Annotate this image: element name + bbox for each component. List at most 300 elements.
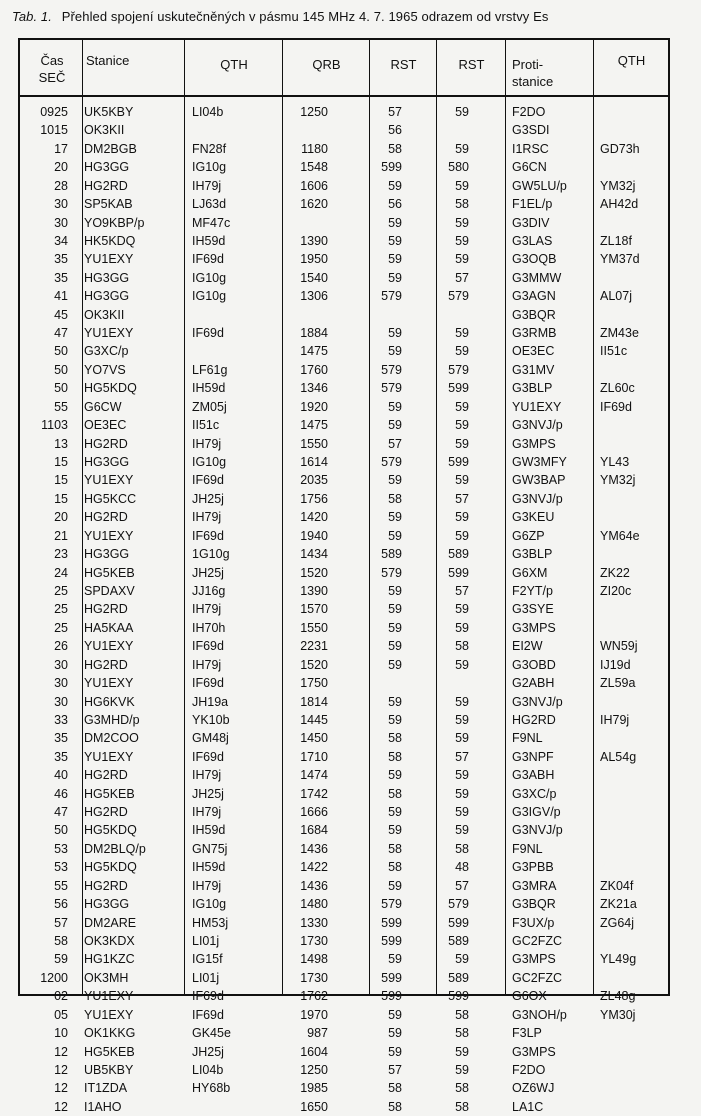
table-row	[20, 177, 668, 195]
cell-rst-2: 59	[455, 952, 469, 967]
cell-cas: 05	[54, 1007, 68, 1022]
cell-qth: IG15f	[192, 952, 223, 967]
cell-qrb: 1570	[300, 602, 328, 617]
table-row	[20, 250, 668, 268]
cell-rst-1: 599	[381, 933, 402, 948]
cell-rst-2: 59	[455, 528, 469, 543]
cell-qrb: 1884	[300, 326, 328, 341]
cell-stanice: SP5KAB	[84, 197, 133, 212]
cell-qrb: 1434	[300, 547, 328, 562]
table-row	[20, 398, 668, 416]
cell-qth-2: AL54g	[600, 749, 637, 764]
cell-qth: IF69d	[192, 473, 224, 488]
table-row	[20, 582, 668, 600]
cell-cas: 34	[54, 233, 68, 248]
cell-qrb: 1346	[300, 381, 328, 396]
cell-protistanice: G3SYE	[512, 602, 554, 617]
cell-cas: 20	[54, 510, 68, 525]
table-row	[20, 821, 668, 839]
cell-cas: 50	[54, 362, 68, 377]
cell-rst-1: 579	[381, 565, 402, 580]
cell-qrb: 1756	[300, 491, 328, 506]
cell-protistanice: GW3MFY	[512, 455, 567, 470]
cell-rst-2: 57	[455, 878, 469, 893]
cell-qth-2: ZL59a	[600, 676, 636, 691]
table-row	[20, 729, 668, 747]
cell-rst-2: 59	[455, 694, 469, 709]
cell-protistanice: GC2FZC	[512, 933, 562, 948]
cell-protistanice: YU1EXY	[512, 399, 562, 414]
cell-rst-1: 59	[388, 768, 402, 783]
cell-cas: 26	[54, 639, 68, 654]
cell-rst-1: 59	[388, 418, 402, 433]
header-rst-2: RST	[458, 57, 485, 72]
cell-stanice: HG3GG	[84, 289, 130, 304]
cell-rst-1: 59	[388, 1044, 402, 1059]
cell-qth: IH59d	[192, 860, 226, 875]
cell-qth: HM53j	[192, 915, 229, 930]
cell-qth: LI04b	[192, 1062, 224, 1077]
cell-qth: 1G10g	[192, 547, 230, 562]
cell-qrb: 1390	[300, 233, 328, 248]
cell-rst-1: 58	[388, 786, 402, 801]
header-rst-1: RST	[390, 57, 417, 72]
cell-cas: 20	[54, 160, 68, 175]
cell-qth-2: ZI20c	[600, 583, 632, 598]
cell-rst-2: 59	[455, 1044, 469, 1059]
cell-rst-2: 48	[455, 860, 469, 875]
cell-rst-2: 59	[455, 620, 469, 635]
cell-rst-1: 59	[388, 344, 402, 359]
cell-protistanice: G6OX	[512, 989, 547, 1004]
qso-table	[18, 38, 670, 1114]
table-row	[20, 877, 668, 895]
cell-qth-2: II51c	[600, 344, 628, 359]
cell-rst-1: 58	[388, 141, 402, 156]
cell-rst-2: 599	[448, 565, 469, 580]
cell-protistanice: G6CN	[512, 160, 547, 175]
cell-stanice: HG2RD	[84, 805, 128, 820]
cell-cas: 50	[54, 823, 68, 838]
cell-protistanice: F2YT/p	[512, 583, 553, 598]
cell-protistanice: G3NVJ/p	[512, 491, 563, 506]
cell-qrb: 1250	[300, 1062, 328, 1077]
cell-cas: 0925	[40, 105, 68, 119]
table-row	[20, 416, 668, 434]
cell-rst-1: 56	[388, 123, 402, 138]
table-row	[20, 361, 668, 379]
table-row	[20, 987, 668, 1005]
cell-cas: 1200	[40, 970, 68, 985]
table-row	[20, 895, 668, 913]
cell-qrb: 1450	[300, 731, 328, 746]
cell-qth-2: YM64e	[600, 528, 640, 543]
cell-stanice: I1AHO	[84, 1099, 122, 1114]
cell-qth: JH25j	[192, 786, 224, 801]
cell-qth-2: ZL18f	[600, 233, 632, 248]
cell-stanice: UK5KBY	[84, 105, 134, 119]
cell-rst-1: 59	[388, 694, 402, 709]
cell-stanice: HG3GG	[84, 897, 130, 912]
cell-rst-2: 59	[455, 712, 469, 727]
cell-qrb: 1445	[300, 712, 328, 727]
cell-qrb: 1422	[300, 860, 328, 875]
cell-qth: JJ16g	[192, 583, 226, 598]
cell-rst-2: 59	[455, 399, 469, 414]
table-row	[20, 1024, 668, 1042]
cell-stanice: HG2RD	[84, 878, 128, 893]
cell-qrb: 1475	[300, 418, 328, 433]
cell-cas: 12	[54, 1099, 68, 1114]
cell-qrb: 1606	[300, 178, 328, 193]
cell-stanice: HG2RD	[84, 436, 128, 451]
cell-cas: 1015	[40, 123, 68, 138]
cell-rst-1: 58	[388, 1081, 402, 1096]
cell-rst-1: 59	[388, 805, 402, 820]
table-row	[20, 1006, 668, 1024]
cell-stanice: OK1KKG	[84, 1026, 136, 1041]
table-row	[20, 324, 668, 342]
cell-qth-2: YM30j	[600, 1007, 636, 1022]
table-title: Přehled spojení uskutečněných v pásmu 145 MHz 4. 7. 1965 odrazem od vrstvy Es	[61, 9, 549, 24]
cell-qrb: 1548	[300, 160, 328, 175]
table-row	[20, 1098, 668, 1116]
cell-qrb: 1436	[300, 878, 328, 893]
cell-protistanice: G3NVJ/p	[512, 823, 563, 838]
cell-rst-1: 59	[388, 399, 402, 414]
cell-cas: 33	[54, 712, 68, 727]
header-separator	[20, 95, 668, 97]
table-row	[20, 342, 668, 360]
cell-qrb: 1250	[300, 105, 328, 119]
cell-cas: 41	[54, 289, 68, 304]
cell-rst-1: 58	[388, 841, 402, 856]
cell-rst-1: 599	[381, 970, 402, 985]
cell-protistanice: G3BLP	[512, 547, 553, 562]
cell-rst-2: 58	[455, 1081, 469, 1096]
cell-rst-1: 59	[388, 878, 402, 893]
cell-qrb: 1684	[300, 823, 328, 838]
cell-protistanice: G3IGV/p	[512, 805, 561, 820]
cell-qrb: 1920	[300, 399, 328, 414]
cell-protistanice: HG2RD	[512, 712, 556, 727]
cell-rst-1: 579	[381, 897, 402, 912]
cell-stanice: YU1EXY	[84, 326, 134, 341]
cell-rst-2: 59	[455, 436, 469, 451]
cell-protistanice: G3SDI	[512, 123, 550, 138]
table-row	[20, 140, 668, 158]
cell-qrb: 1950	[300, 252, 328, 267]
table-row	[20, 435, 668, 453]
cell-rst-1: 59	[388, 528, 402, 543]
cell-qth-2: GD73h	[600, 141, 640, 156]
cell-qth-2: AL07j	[600, 289, 632, 304]
cell-protistanice: GC2FZC	[512, 970, 562, 985]
cell-rst-1: 59	[388, 252, 402, 267]
cell-rst-2: 59	[455, 823, 469, 838]
cell-qth-2: YM37d	[600, 252, 640, 267]
cell-protistanice: OZ6WJ	[512, 1081, 555, 1096]
table-row	[20, 1043, 668, 1061]
cell-qrb: 1390	[300, 583, 328, 598]
cell-cas: 35	[54, 731, 68, 746]
cell-protistanice: G3PBB	[512, 860, 554, 875]
cell-protistanice: G3ABH	[512, 768, 555, 783]
cell-qth: IH79j	[192, 805, 222, 820]
table-row	[20, 103, 668, 121]
cell-rst-1: 59	[388, 270, 402, 285]
cell-protistanice: F2DO	[512, 1062, 546, 1077]
cell-cas: 46	[54, 786, 68, 801]
table-row	[20, 656, 668, 674]
cell-rst-2: 59	[455, 602, 469, 617]
cell-rst-2: 59	[455, 326, 469, 341]
table-body	[20, 103, 668, 1116]
cell-rst-2: 589	[448, 547, 469, 562]
cell-rst-1: 59	[388, 233, 402, 248]
table-row	[20, 545, 668, 563]
cell-rst-2: 59	[455, 1062, 469, 1077]
cell-rst-2: 58	[455, 197, 469, 212]
cell-protistanice: G3AGN	[512, 289, 556, 304]
cell-rst-1: 59	[388, 473, 402, 488]
cell-rst-1: 59	[388, 178, 402, 193]
table-row	[20, 527, 668, 545]
cell-rst-1: 59	[388, 620, 402, 635]
cell-protistanice: GW5LU/p	[512, 178, 567, 193]
table-row	[20, 508, 668, 526]
cell-stanice: SPDAXV	[84, 583, 135, 598]
cell-stanice: HG2RD	[84, 657, 128, 672]
cell-rst-1: 579	[381, 362, 402, 377]
table-row	[20, 379, 668, 397]
cell-qrb: 1550	[300, 436, 328, 451]
cell-stanice: HG5KDQ	[84, 823, 137, 838]
cell-stanice: HG5KCC	[84, 491, 137, 506]
cell-protistanice: F1EL/p	[512, 197, 553, 212]
cell-rst-2: 57	[455, 491, 469, 506]
cell-cas: 15	[54, 473, 68, 488]
cell-stanice: YO9KBP/p	[84, 215, 145, 230]
cell-stanice: YU1EXY	[84, 528, 134, 543]
cell-rst-1: 58	[388, 1099, 402, 1114]
cell-cas: 15	[54, 491, 68, 506]
cell-qth: LF61g	[192, 362, 228, 377]
cell-rst-1: 57	[388, 1062, 402, 1077]
cell-qth-2: YL49g	[600, 952, 637, 967]
cell-cas: 55	[54, 399, 68, 414]
cell-cas: 28	[54, 178, 68, 193]
table-row	[20, 748, 668, 766]
cell-protistanice: G6XM	[512, 565, 548, 580]
cell-qth: IF69d	[192, 528, 224, 543]
cell-qth: HY68b	[192, 1081, 231, 1096]
table-row	[20, 637, 668, 655]
cell-qrb: 1550	[300, 620, 328, 635]
cell-qth: IH79j	[192, 878, 222, 893]
cell-protistanice: G3RMB	[512, 326, 557, 341]
table-row	[20, 471, 668, 489]
cell-protistanice: G3MPS	[512, 1044, 556, 1059]
cell-stanice: G3MHD/p	[84, 712, 140, 727]
cell-rst-1: 579	[381, 455, 402, 470]
cell-qth: ZM05j	[192, 399, 227, 414]
cell-rst-2: 59	[455, 657, 469, 672]
cell-stanice: DM2COO	[84, 731, 139, 746]
cell-rst-2: 59	[455, 141, 469, 156]
cell-rst-1: 579	[381, 381, 402, 396]
cell-qth: IH79j	[192, 178, 222, 193]
cell-protistanice: G3BQR	[512, 307, 556, 322]
cell-qrb: 1520	[300, 565, 328, 580]
cell-cas: 53	[54, 860, 68, 875]
cell-qth: GM48j	[192, 731, 229, 746]
header-stanice: Stanice	[86, 53, 130, 68]
cell-rst-2: 57	[455, 583, 469, 598]
cell-cas: 50	[54, 381, 68, 396]
cell-qrb: 1760	[300, 362, 328, 377]
cell-stanice: DM2ARE	[84, 915, 137, 930]
cell-rst-2: 58	[455, 841, 469, 856]
cell-rst-2: 599	[448, 989, 469, 1004]
cell-protistanice: G3MPS	[512, 620, 556, 635]
cell-rst-2: 589	[448, 970, 469, 985]
header-qrb: QRB	[312, 57, 341, 72]
cell-protistanice: G6ZP	[512, 528, 545, 543]
cell-qth: IG10g	[192, 897, 227, 912]
cell-cas: 47	[54, 805, 68, 820]
cell-cas: 02	[54, 989, 68, 1004]
cell-rst-1: 59	[388, 602, 402, 617]
cell-qth: IF69d	[192, 639, 224, 654]
cell-qrb: 1762	[300, 989, 328, 1004]
cell-rst-2: 599	[448, 915, 469, 930]
cell-cas: 24	[54, 565, 68, 580]
cell-qth: FN28f	[192, 141, 227, 156]
cell-cas: 30	[54, 694, 68, 709]
cell-cas: 50	[54, 344, 68, 359]
cell-stanice: HG3GG	[84, 455, 130, 470]
cell-rst-2: 57	[455, 270, 469, 285]
table-row	[20, 287, 668, 305]
cell-qrb: 2231	[300, 639, 328, 654]
cell-qrb: 1480	[300, 897, 328, 912]
cell-protistanice: G3BQR	[512, 897, 556, 912]
cell-qrb: 1306	[300, 289, 328, 304]
cell-cas: 30	[54, 215, 68, 230]
cell-cas: 10	[54, 1026, 68, 1041]
cell-qrb: 1750	[300, 676, 328, 691]
cell-cas: 12	[54, 1044, 68, 1059]
cell-qth: IG10g	[192, 160, 227, 175]
cell-protistanice: G3OBD	[512, 657, 556, 672]
table-row	[20, 269, 668, 287]
cell-stanice: HG3GG	[84, 160, 130, 175]
table-row	[20, 453, 668, 471]
cell-qrb: 1970	[300, 1007, 328, 1022]
cell-qrb: 1710	[300, 749, 328, 764]
header-qth-2: QTH	[617, 53, 646, 68]
table-caption	[12, 9, 692, 24]
table-row	[20, 1079, 668, 1097]
cell-qth-2: ZM43e	[600, 326, 639, 341]
cell-cas: 15	[54, 455, 68, 470]
cell-qrb: 1180	[301, 141, 328, 156]
cell-protistanice: F3LP	[512, 1026, 542, 1041]
cell-cas: 57	[54, 915, 68, 930]
cell-protistanice: G3MRA	[512, 878, 557, 893]
cell-stanice: YU1EXY	[84, 473, 134, 488]
cell-rst-2: 599	[448, 455, 469, 470]
cell-qrb: 1666	[300, 805, 328, 820]
cell-rst-2: 599	[448, 381, 469, 396]
cell-qth: IF69d	[192, 989, 224, 1004]
cell-rst-1: 57	[388, 105, 402, 119]
cell-qth-2: ZL60c	[600, 381, 635, 396]
cell-rst-2: 59	[455, 233, 469, 248]
cell-stanice: HG2RD	[84, 178, 128, 193]
cell-qrb: 1614	[300, 455, 328, 470]
cell-protistanice: G3NVJ/p	[512, 418, 563, 433]
cell-qrb: 1604	[300, 1044, 328, 1059]
cell-qth: IF69d	[192, 676, 224, 691]
cell-stanice: YU1EXY	[84, 1007, 134, 1022]
table-row	[20, 1061, 668, 1079]
cell-cas: 23	[54, 547, 68, 562]
cell-qrb: 1730	[300, 933, 328, 948]
cell-rst-2: 579	[448, 897, 469, 912]
cell-rst-1: 59	[388, 326, 402, 341]
cell-qrb: 1420	[300, 510, 328, 525]
cell-rst-2: 59	[455, 215, 469, 230]
table-row	[20, 619, 668, 637]
cell-qth: LI01j	[192, 970, 220, 985]
cell-stanice: DM2BGB	[84, 141, 137, 156]
table-row	[20, 158, 668, 176]
cell-stanice: HG2RD	[84, 768, 128, 783]
cell-rst-1: 59	[388, 952, 402, 967]
cell-protistanice: F9NL	[512, 731, 543, 746]
table-row	[20, 490, 668, 508]
cell-protistanice: OE3EC	[512, 344, 555, 359]
cell-qth-2: WN59j	[600, 639, 638, 654]
cell-cas: 13	[54, 436, 68, 451]
cell-qth: IH79j	[192, 768, 222, 783]
cell-qrb: 1520	[300, 657, 328, 672]
table-row	[20, 858, 668, 876]
cell-protistanice: G3OQB	[512, 252, 557, 267]
cell-qrb: 987	[307, 1026, 328, 1041]
cell-qrb: 1985	[300, 1081, 328, 1096]
cell-qrb: 1330	[300, 915, 328, 930]
cell-protistanice: G3DIV	[512, 215, 550, 230]
table-row	[20, 840, 668, 858]
cell-protistanice: G3XC/p	[512, 786, 557, 801]
cell-cas: 12	[54, 1062, 68, 1077]
table-row	[20, 914, 668, 932]
cell-rst-2: 58	[455, 1099, 469, 1114]
cell-stanice: YU1EXY	[84, 749, 134, 764]
cell-qth: JH25j	[192, 565, 224, 580]
cell-stanice: HG3GG	[84, 270, 130, 285]
cell-qth: IH59d	[192, 233, 226, 248]
cell-qth-2: ZK22	[600, 565, 630, 580]
cell-qth-2: YM32j	[600, 473, 636, 488]
cell-rst-1: 59	[388, 639, 402, 654]
cell-stanice: HG2RD	[84, 602, 128, 617]
cell-rst-2: 59	[455, 178, 469, 193]
cell-rst-1: 56	[388, 197, 402, 212]
